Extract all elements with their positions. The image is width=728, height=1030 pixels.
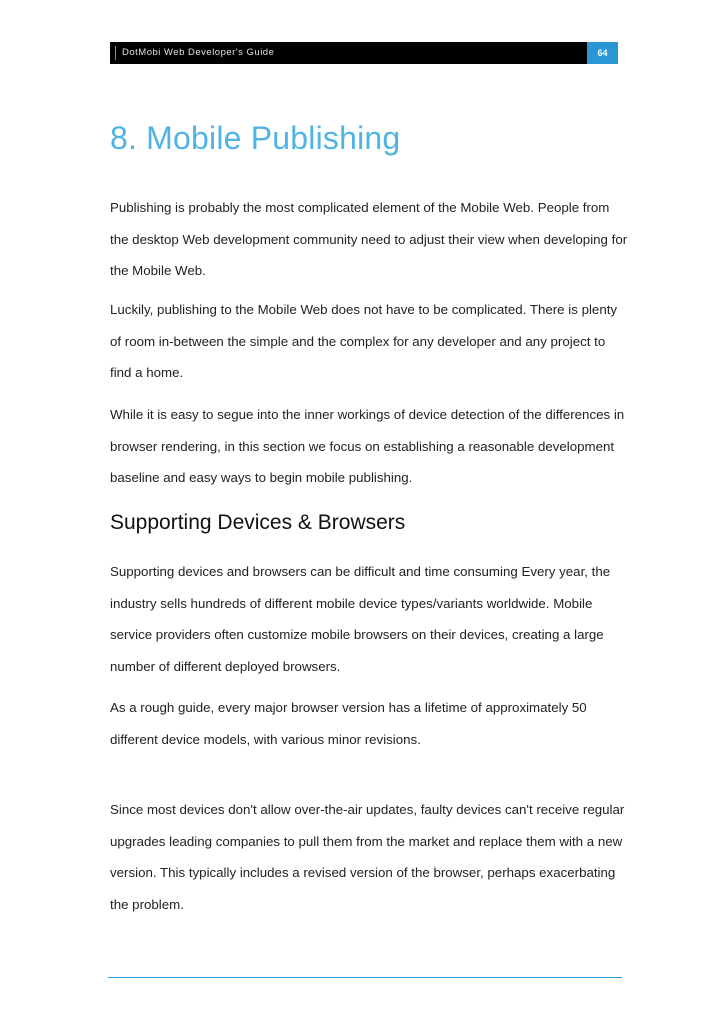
- page-header: [110, 42, 618, 64]
- paragraph-section-2: As a rough guide, every major browser version has a lifetime of approximately 50 different device models, with various minor revisions.: [110, 700, 587, 747]
- paragraph-section-3: Since most devices don't allow over-the-air updates, faulty devices can't receive regular upgrades leading companies to pull them from the market and replace them with a new version. This typically includes a revised version of the browser, perhaps exacerbating the problem.: [110, 802, 625, 912]
- paragraph-intro-1: Publishing is probably the most complicated element of the Mobile Web. People from the desktop Web development community need to adjust their view when developing for the Mobile Web.: [110, 200, 628, 278]
- header-title: DotMobi Web Developer's Guide: [122, 47, 275, 58]
- chapter-title: 8. Mobile Publishing: [110, 120, 401, 156]
- paragraph-intro-2: Luckily, publishing to the Mobile Web does not have to be complicated. There is plenty of room in-between the simple and the complex for any developer and any project to find a home.: [110, 302, 618, 380]
- paragraph-section-1: Supporting devices and browsers can be difficult and time consuming Every year, the industry sells hundreds of different mobile device types/variants worldwide. Mobile service providers often customize mobile browsers on their devices, creating a large number of different deployed browsers.: [110, 564, 611, 674]
- page-number-badge: 64: [587, 42, 618, 64]
- header-divider: [115, 46, 116, 60]
- paragraph-intro-3: While it is easy to segue into the inner workings of device detection of the differences in browser rendering, in this section we focus on establishing a reasonable development baseline and easy ways to begin mobile publishing.: [110, 407, 625, 485]
- section-title: Supporting Devices & Browsers: [110, 511, 406, 534]
- footer-rule: [108, 977, 622, 978]
